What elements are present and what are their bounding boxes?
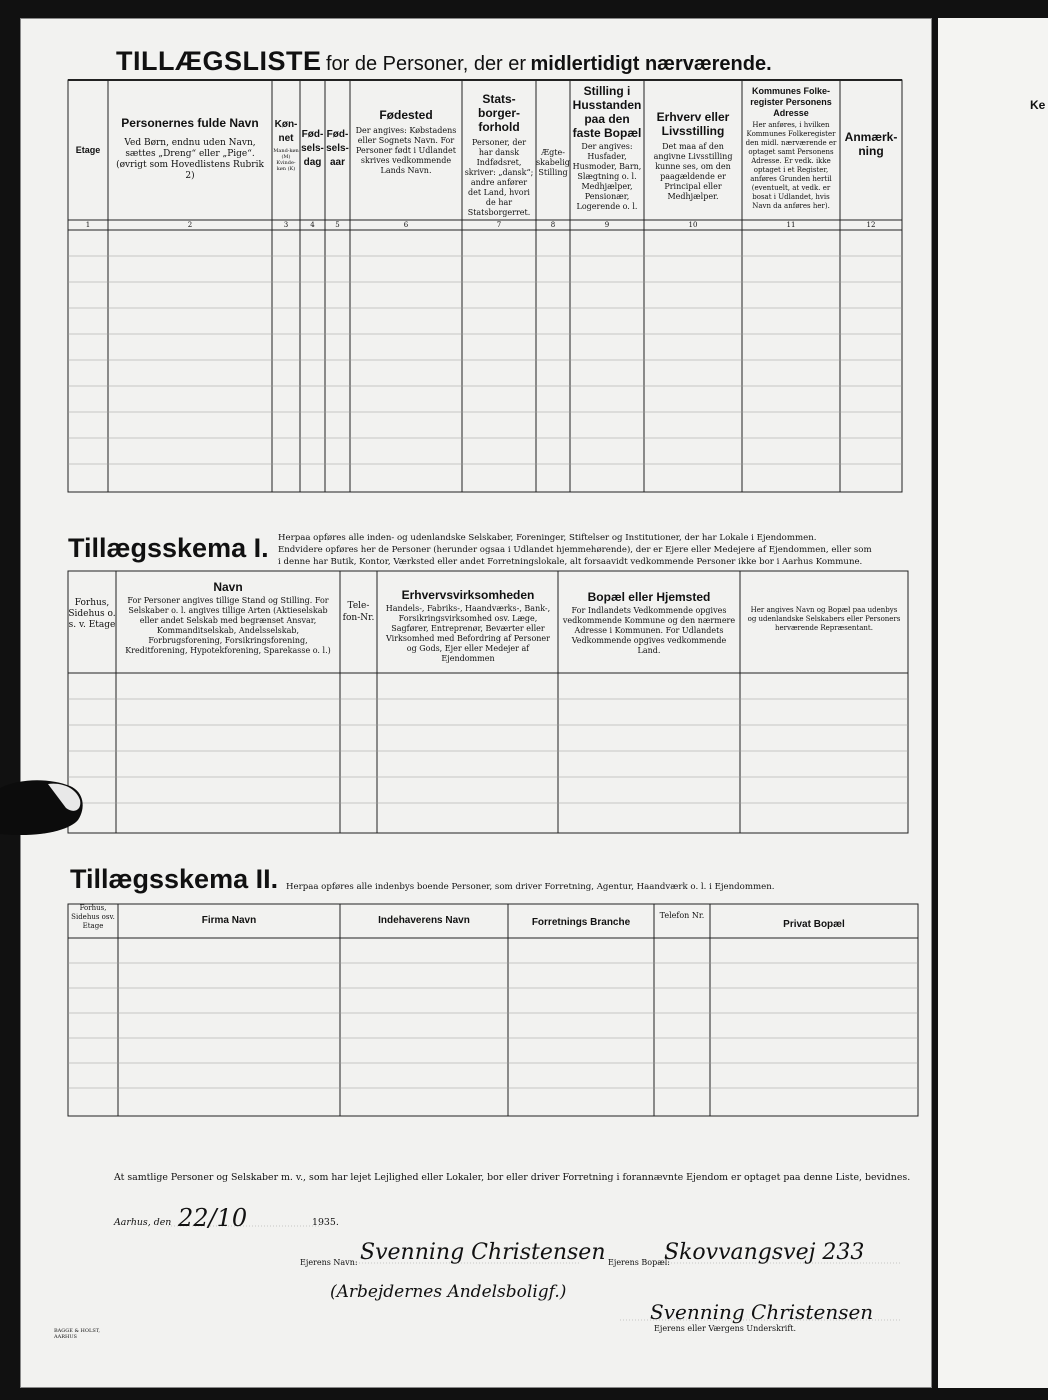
col-num: 6 (403, 221, 409, 229)
col-anmaerkning-header: Anmærk-ning (844, 130, 898, 158)
col-foedselsaar-header: Fød-sels-aar (326, 129, 349, 168)
handwritten-date: 22/10 (178, 1204, 248, 1232)
col-koen-header: Køn-net Mand-køn (M) Kvinde-køn (K) (273, 119, 299, 172)
col-aegteskab-header: Ægte-skabelig Stilling (536, 148, 570, 177)
adjacent-page (938, 18, 1048, 1388)
col-erhverv-header: Erhverv eller Livsstilling Det maa af den angivne Livsstilling kunne ses, om den paagældende er Principal eller Medhjælper. (653, 110, 733, 201)
skema1-col-erhverv: Erhvervsvirksomheden Handels-, Fabriks-, Haandværks-, Bank-, Forsikringsvirksomhed osv. Læge, Sagfører, Entreprenør, Beværter eller Virksomhed med Befordring af Personer og Gods, Ejer eller Medejer af Ejendommen (385, 588, 551, 663)
skema1-col-navn: Navn For Personer angives tillige Stand og Stilling. For Selskaber o. l. angives tillige Arten (Aktieselskab eller andet Selskab med begrænset Ansvar, Kommanditselskab, Andelsselskab, Forbrugsforening, Forsikringsforening, Kreditforening, Hypotekforening, Sparekasse o. l.) (125, 580, 331, 655)
year-label: 1935. (312, 1217, 339, 1228)
skema1-col-repraesentant: Her angives Navn og Bopæl paa udenbys og udenlandske Selskabers eller Personers herværende Repræsentant. (747, 606, 901, 632)
col-husstand-header: Stilling i Husstanden paa den faste Bopæl Der angives: Husfader, Husmoder, Barn, Slægtning o. l. Medhjælper, Pensionær, Logerende o. l. (572, 84, 642, 211)
skema1-col-telefon: Tele-fon-Nr. (342, 601, 375, 623)
attestation-statement: At samtlige Personer og Selskaber m. v., som har lejet Lejlighed eller Lokaler, bor eller driver Forretning i forannævnte Ejendom er optaget paa denne Liste, bevidnes. (114, 1172, 911, 1183)
col-etage-header: Etage (75, 145, 101, 155)
col-num: 5 (335, 221, 340, 229)
handwritten-owner-note: (Arbejdernes Andelsboligf.) (330, 1282, 567, 1302)
skema1-col-bopael: Bopæl eller Hjemsted For Indlandets Vedkommende opgives vedkommende Kommune og den nærmere Adresse i Kommunen. For Udlandets Vedkommende opgives vedkommende Land. (562, 590, 736, 655)
form-page (20, 18, 932, 1388)
col-num: 8 (550, 221, 556, 229)
skema1-description: Herpaa opføres alle inden- og udenlandske Selskaber, Foreninger, Stiftelser og Institutioner, der har Lokale i Ejendommen. Endvidere opføres her de Personer (herunder ogsaa i Udlandet hjemmehørende), der er Ejere eller Medejere af Ejendommen, eller som i denne har Butik, Kontor, Værksted eller andet Forretningslokale, alt forsaavidt vedkommende Personer ikke bor i Aarhus Kommune. (278, 533, 872, 567)
handwritten-owner-name: Svenning Christensen (360, 1240, 606, 1265)
col-navn-header: Personernes fulde Navn Ved Børn, endnu uden Navn, sættes „Dreng“ eller „Pige“. (øvrigt som Hovedlistens Rubrik 2) (116, 116, 264, 181)
skema2-col-telefon: Telefon Nr. (659, 911, 705, 920)
col-num: 3 (283, 221, 289, 229)
owner-name-label: Ejerens Navn: (300, 1258, 358, 1267)
skema2-description: Herpaa opføres alle indenbys boende Personer, som driver Forretning, Agentur, Haandværk o. l. i Ejendommen. (286, 882, 775, 892)
col-num: 10 (688, 221, 698, 229)
place-label: Aarhus, den (114, 1217, 172, 1228)
col-num: 2 (187, 221, 193, 229)
signature-label: Ejerens eller Værgens Underskrift. (654, 1324, 797, 1333)
printer-mark: BAGGE & HOLST, AARHUS (54, 1328, 100, 1340)
col-num: 7 (496, 221, 502, 229)
skema1-title: Tillægsskema I. (68, 533, 269, 563)
col-num: 4 (310, 221, 315, 229)
skema2-title: Tillægsskema II. (70, 864, 279, 894)
col-statsborger-header: Stats-borger-forhold Personer, der har dansk Indfødsret, skriver: „dansk“; andre anfører det Land, hvori de har Statsborgerret. (464, 92, 534, 217)
skema1-col-etage: Forhus, Sidehus o. s. v. Etage (68, 598, 116, 630)
skema2-col-privat-bopael: Privat Bopæl (783, 919, 845, 930)
col-num: 12 (866, 221, 876, 229)
col-num: 11 (786, 221, 796, 229)
col-num: 1 (85, 221, 91, 229)
col-foedested-header: Fødested Der angives: Købstadens eller Sognets Navn. For Personer født i Udlandet skrives vedkommende Lands Navn. (355, 108, 457, 175)
col-foedselsdag-header: Fød-sels-dag (301, 129, 324, 168)
thumb-icon (0, 778, 86, 840)
skema2-col-indehaver: Indehaverens Navn (378, 915, 470, 926)
skema2-col-firma: Firma Navn (201, 915, 257, 926)
skema2-col-etage: Forhus, Sidehus osv. Etage (71, 904, 115, 930)
owner-address-label: Ejerens Bopæl: (608, 1258, 671, 1267)
handwritten-signature: Svenning Christensen (650, 1300, 874, 1324)
col-folkeregister-header: Kommunes Folke-register Personens Adresse Her anføres, i hvilken Kommunes Folkeregister den midl. nærværende er optaget samt Personens Adresse. Er vedk. ikke optaget i et Register, anføres Grunden hertil (eventuelt, at vedk. er bosat i Udlandet, hvis Navn da anføres her). (745, 86, 837, 210)
handwritten-owner-address: Skovvangsvej 233 (664, 1240, 865, 1265)
page-title: TILLÆGSLISTE for de Personer, der er midlertidigt nærværende. (116, 46, 772, 76)
adjacent-page-text: Ke (1030, 98, 1046, 112)
col-num: 9 (604, 221, 610, 229)
skema2-col-branche: Forretnings Branche (531, 917, 631, 928)
